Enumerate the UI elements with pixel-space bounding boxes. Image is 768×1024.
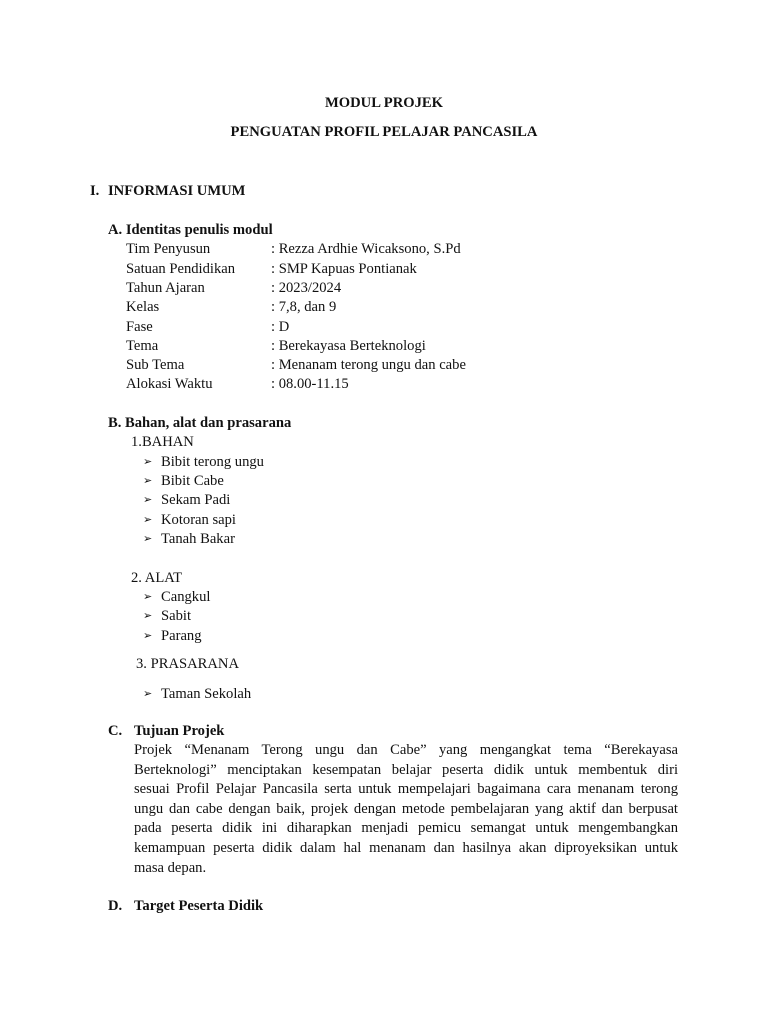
list-item: Bibit terong ungu bbox=[161, 454, 264, 470]
subsection-c-letter: C. bbox=[108, 723, 123, 739]
subsection-d-heading: Target Peserta Didik bbox=[134, 898, 264, 914]
paragraph-line: Projek “Menanam Terong ungu dan Cabe” yang mengangkat tema “Berekayasa bbox=[134, 742, 678, 758]
arrow-bullet-icon: ➢ bbox=[143, 629, 153, 642]
identity-value: : SMP Kapuas Pontianak bbox=[271, 261, 417, 277]
subsection-a-heading: A. Identitas penulis modul bbox=[108, 222, 273, 238]
prasarana-heading: 3. PRASARANA bbox=[136, 656, 239, 672]
list-item: Sabit bbox=[161, 608, 191, 624]
identity-value: : 08.00-11.15 bbox=[271, 376, 349, 392]
identity-value: : Berekayasa Berteknologi bbox=[271, 338, 426, 354]
list-item: Bibit Cabe bbox=[161, 473, 224, 489]
arrow-bullet-icon: ➢ bbox=[143, 590, 153, 603]
document-title: MODUL PROJEK bbox=[325, 95, 443, 111]
identity-value: : Rezza Ardhie Wicaksono, S.Pd bbox=[271, 241, 461, 257]
alat-heading: 2. ALAT bbox=[131, 570, 183, 586]
list-item: Parang bbox=[161, 628, 202, 644]
identity-label: Satuan Pendidikan bbox=[126, 261, 236, 277]
list-item: Taman Sekolah bbox=[161, 686, 252, 702]
arrow-bullet-icon: ➢ bbox=[143, 532, 153, 545]
list-item: Cangkul bbox=[161, 589, 211, 605]
identity-label: Tahun Ajaran bbox=[126, 280, 205, 296]
paragraph-line: sesuai Profil Pelajar Pancasila serta untuk mempelajari bagaimana cara menanam terong bbox=[134, 781, 678, 798]
list-item: Tanah Bakar bbox=[161, 531, 235, 547]
identity-label: Tim Penyusun bbox=[126, 241, 211, 257]
identity-label: Kelas bbox=[126, 299, 160, 315]
arrow-bullet-icon: ➢ bbox=[143, 513, 153, 526]
bahan-heading: 1.BAHAN bbox=[131, 434, 194, 450]
identity-label: Fase bbox=[126, 319, 153, 335]
identity-label: Sub Tema bbox=[126, 357, 185, 373]
arrow-bullet-icon: ➢ bbox=[143, 687, 153, 700]
subsection-b-heading: B. Bahan, alat dan prasarana bbox=[108, 415, 292, 431]
identity-label: Alokasi Waktu bbox=[126, 376, 213, 392]
tujuan-paragraph bbox=[134, 741, 678, 878]
arrow-bullet-icon: ➢ bbox=[143, 474, 153, 487]
subsection-d-letter: D. bbox=[108, 898, 123, 914]
paragraph-line: masa depan. bbox=[134, 859, 207, 876]
identity-label: Tema bbox=[126, 338, 159, 354]
paragraph-line: Berteknologi” menciptakan kesempatan belajar peserta didik untuk membentuk diri bbox=[134, 761, 678, 778]
paragraph-line: pada peserta didik ini diharapkan menjadi pemicu semangat untuk mengembangkan bbox=[134, 820, 678, 837]
section-number: I. bbox=[90, 183, 100, 199]
arrow-bullet-icon: ➢ bbox=[143, 455, 153, 468]
identity-value: : 2023/2024 bbox=[271, 280, 342, 296]
subsection-c-heading: Tujuan Projek bbox=[134, 723, 225, 739]
list-item: Kotoran sapi bbox=[161, 512, 236, 528]
identity-value: : D bbox=[271, 319, 290, 335]
arrow-bullet-icon: ➢ bbox=[143, 493, 153, 506]
identity-value: : Menanam terong ungu dan cabe bbox=[271, 357, 466, 373]
document-subtitle: PENGUATAN PROFIL PELAJAR PANCASILA bbox=[230, 124, 538, 140]
paragraph-line: ungu dan cabe dengan baik, projek dengan metode pembelajaran yang aktif dan berpusat bbox=[134, 800, 678, 817]
paragraph-line: kemampuan peserta didik dalam hal menanam dan hasilnya akan diproyeksikan untuk bbox=[134, 839, 678, 856]
section-heading: INFORMASI UMUM bbox=[108, 183, 246, 199]
identity-value: : 7,8, dan 9 bbox=[271, 299, 337, 315]
arrow-bullet-icon: ➢ bbox=[143, 609, 153, 622]
list-item: Sekam Padi bbox=[161, 492, 231, 508]
